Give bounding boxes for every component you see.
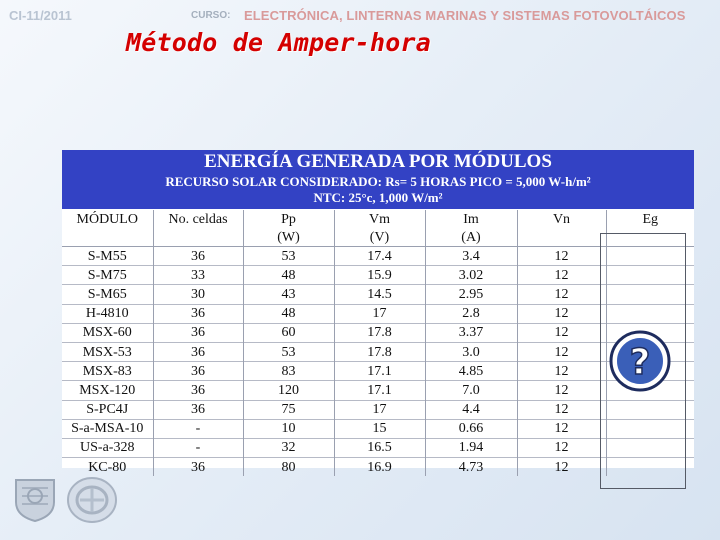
table-cell: S-M55: [62, 247, 153, 266]
col-header-pp: Pp: [243, 210, 334, 228]
banner-ntc: NTC: 25°c, 1,000 W/m²: [313, 190, 443, 205]
table-cell: 32: [243, 438, 334, 457]
table-cell: 53: [243, 247, 334, 266]
engineering-seal-icon: [66, 476, 118, 524]
table-cell: 36: [153, 381, 243, 400]
table-cell: 12: [517, 458, 606, 477]
table-cell: MSX-83: [62, 362, 153, 381]
table-cell: 12: [517, 304, 606, 323]
table-cell: 36: [153, 304, 243, 323]
table-cell: 16.9: [334, 458, 425, 477]
table-cell: 43: [243, 285, 334, 304]
table-cell: 120: [243, 381, 334, 400]
table-cell: 10: [243, 419, 334, 438]
table-cell: S-PC4J: [62, 400, 153, 419]
col-header-celdas: No. celdas: [153, 210, 243, 228]
table-cell: US-a-328: [62, 438, 153, 457]
table-cell: 12: [517, 438, 606, 457]
table-cell: 15.9: [334, 266, 425, 285]
unit-pp: (W): [243, 228, 334, 247]
svg-text:?: ?: [629, 342, 651, 383]
table-cell: 12: [517, 400, 606, 419]
table-cell: 4.73: [425, 458, 517, 477]
table-cell: 83: [243, 362, 334, 381]
table-cell: 0.66: [425, 419, 517, 438]
unit-im: (A): [425, 228, 517, 247]
course-code: CI-11/2011: [9, 8, 72, 23]
table-cell: 7.0: [425, 381, 517, 400]
table-cell: 36: [153, 362, 243, 381]
table-cell: 16.5: [334, 438, 425, 457]
table-cell: 36: [153, 458, 243, 477]
table-cell: 80: [243, 458, 334, 477]
table-cell: 48: [243, 304, 334, 323]
table-cell: 36: [153, 400, 243, 419]
table-cell: 36: [153, 247, 243, 266]
table-cell: -: [153, 438, 243, 457]
col-header-modulo: MÓDULO: [76, 211, 138, 227]
table-cell: 12: [517, 381, 606, 400]
table-banner: [62, 150, 694, 209]
table-cell: KC-80: [62, 458, 153, 477]
unit-vm: (V): [334, 228, 425, 247]
table-cell: 3.0: [425, 342, 517, 361]
table-cell: H-4810: [62, 304, 153, 323]
table-cell: 30: [153, 285, 243, 304]
table-cell: S-a-MSA-10: [62, 419, 153, 438]
table-cell: 12: [517, 247, 606, 266]
table-cell: 4.85: [425, 362, 517, 381]
unit-modulo: [62, 228, 153, 247]
table-cell: 53: [243, 342, 334, 361]
table-cell: 12: [517, 362, 606, 381]
table-cell: 17: [334, 304, 425, 323]
banner-title: ENERGÍA GENERADA POR MÓDULOS: [204, 151, 552, 172]
table-cell: 3.37: [425, 323, 517, 342]
table-cell: MSX-53: [62, 342, 153, 361]
course-label: CURSO:: [191, 10, 231, 21]
table-cell: S-M75: [62, 266, 153, 285]
table-cell: 12: [517, 266, 606, 285]
table-cell: 17.1: [334, 362, 425, 381]
table-cell: 3.4: [425, 247, 517, 266]
table-cell: S-M65: [62, 285, 153, 304]
col-header-eg: Eg: [606, 210, 694, 228]
table-cell: 15: [334, 419, 425, 438]
table-cell: 17.1: [334, 381, 425, 400]
table-cell: -: [153, 419, 243, 438]
unit-vn: [517, 228, 606, 247]
table-cell: 14.5: [334, 285, 425, 304]
table-cell: 2.95: [425, 285, 517, 304]
table-cell: 12: [517, 323, 606, 342]
table-cell: 75: [243, 400, 334, 419]
table-cell: 3.02: [425, 266, 517, 285]
unit-celdas: [153, 228, 243, 247]
table-cell: MSX-60: [62, 323, 153, 342]
course-header: [0, 8, 720, 26]
col-header-im: Im: [425, 210, 517, 228]
table-cell: 17.8: [334, 323, 425, 342]
table-cell: 17.4: [334, 247, 425, 266]
table-cell: 4.4: [425, 400, 517, 419]
page-title: Método de Amper-hora: [126, 28, 432, 57]
banner-solar-resource: RECURSO SOLAR CONSIDERADO: Rs= 5 HORAS PICO = 5,000 W-h/m²: [165, 174, 591, 189]
col-header-vn: Vn: [517, 210, 606, 228]
table-cell: 1.94: [425, 438, 517, 457]
header-row: [62, 210, 694, 228]
table-cell: 12: [517, 342, 606, 361]
col-header-vm: Vm: [334, 210, 425, 228]
table-cell: 17.8: [334, 342, 425, 361]
table-cell: 33: [153, 266, 243, 285]
table-cell: 12: [517, 419, 606, 438]
table-cell: 2.8: [425, 304, 517, 323]
table-cell: 60: [243, 323, 334, 342]
university-crest-icon: [10, 474, 60, 524]
table-cell: 36: [153, 323, 243, 342]
table-cell: 48: [243, 266, 334, 285]
course-name: ELECTRÓNICA, LINTERNAS MARINAS Y SISTEMAS FOTOVOLTÁICOS: [244, 8, 686, 23]
table-cell: 17: [334, 400, 425, 419]
table-cell: MSX-120: [62, 381, 153, 400]
table-cell: 12: [517, 285, 606, 304]
table-cell: 36: [153, 342, 243, 361]
question-mark-icon: [609, 330, 671, 392]
